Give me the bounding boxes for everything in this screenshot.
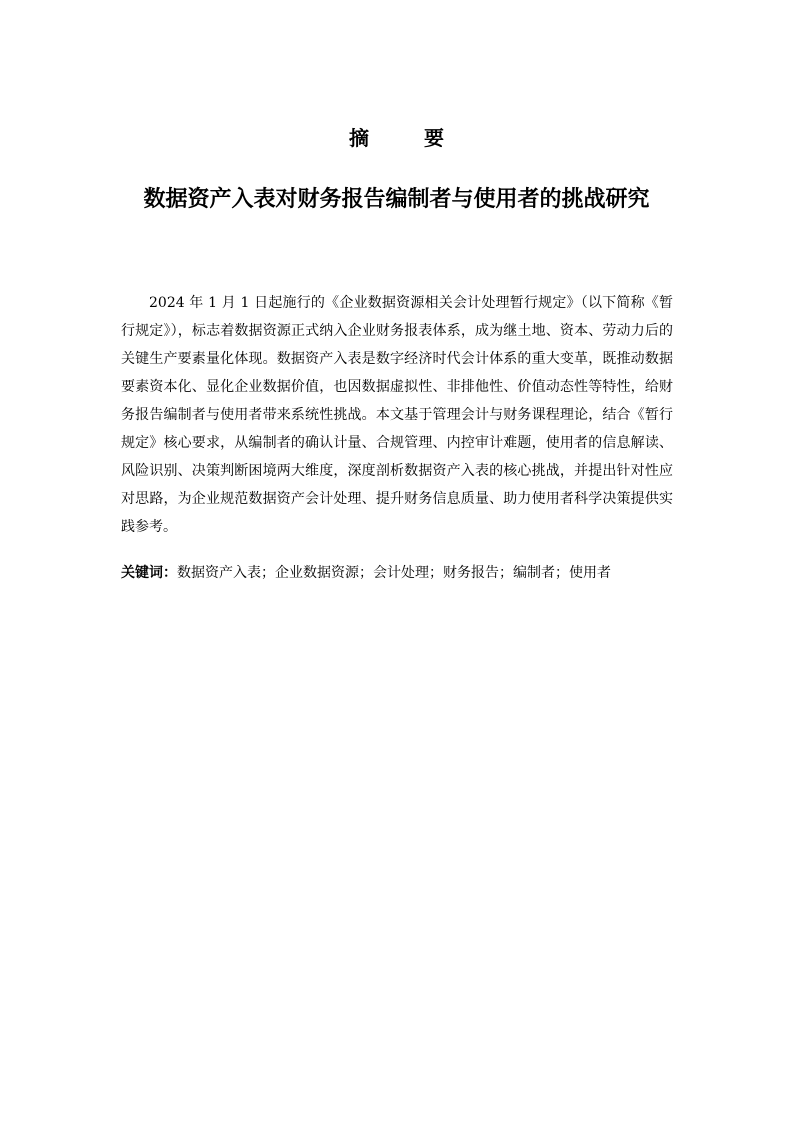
paper-title: 数据资产入表对财务报告编制者与使用者的挑战研究: [143, 187, 650, 212]
keywords-text: 数据资产入表；企业数据资源；会计处理；财务报告；编制者；使用者: [177, 565, 611, 581]
keywords-label: 关键词：: [121, 565, 177, 581]
abstract-body: 2024 年 1 月 1 日起施行的《企业数据资源相关会计处理暂行规定》（以下简称《暂行规定》），标志着数据资源正式纳入企业财务报表体系，成为继土地、资本、劳动力后的关键生产要素量化体现。数据资产入表是数字经济时代会计体系的重大变革，既推动数据要素资本化、显化企业数据价值，也因数据虚拟性、非排他性、价值动态性等特性，给财务报告编制者与使用者带来系统性挑战。本文基于管理会计与财务课程理论，结合《暂行规定》核心要求，从编制者的确认计量、合规管理、内控审计难题，使用者的信息解读、风险识别、决策判断困境两大维度，深度剖析数据资产入表的核心挑战，并提出针对性应对思路，为企业规范数据资产会计处理、提升财务信息质量、助力使用者科学决策提供实践参考。: [121, 295, 673, 535]
abstract-heading: 摘 要: [349, 126, 468, 150]
keywords-line: [121, 559, 681, 587]
